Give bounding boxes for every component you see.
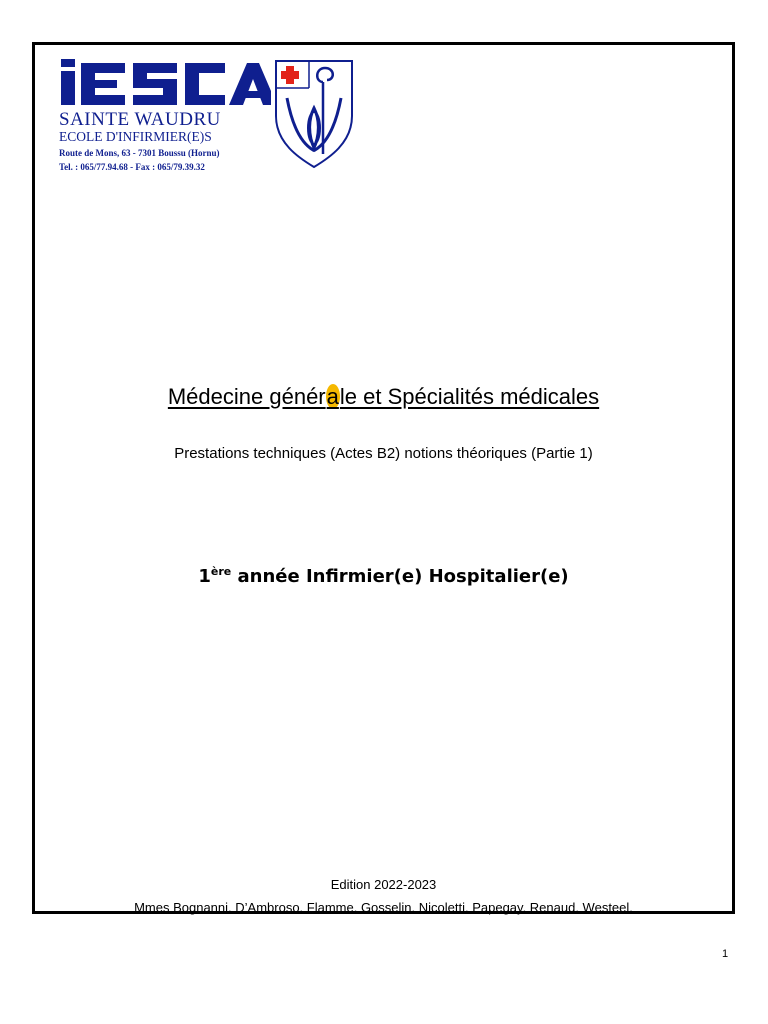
page-number: 1 [722, 948, 729, 960]
document-subtitle: Prestations techniques (Actes B2) notions théoriques (Partie 1) [174, 445, 593, 462]
school-subtitle: ECOLE D'INFIRMIER(E)S [59, 129, 212, 144]
school-logo [61, 59, 281, 109]
crest-icon [273, 58, 355, 170]
school-name: SAINTE WAUDRU [59, 109, 221, 130]
page-frame [32, 42, 735, 914]
title-part-2: le et Spécialités médicales [339, 384, 600, 409]
school-address: Route de Mons, 63 - 7301 Boussu (Hornu) [59, 148, 220, 158]
authors-line: Mmes Bognanni, D’Ambroso, Flamme, Gosselin, Nicoletti, Papegay, Renaud, Westeel. [134, 900, 633, 915]
year-program: année Infirmier(e) Hospitalier(e) [231, 566, 569, 587]
year-superscript: ère [210, 565, 232, 578]
document-title [35, 384, 732, 410]
iesca-logo-word [61, 59, 271, 109]
year-number: 1 [198, 566, 211, 587]
year-level [35, 565, 732, 587]
title-highlight: a [326, 384, 339, 409]
school-contact: Tel. : 065/77.94.68 - Fax : 065/79.39.32 [59, 162, 205, 172]
title-part-1: Médecine génér [167, 384, 326, 409]
edition-line: Edition 2022-2023 [330, 877, 437, 892]
